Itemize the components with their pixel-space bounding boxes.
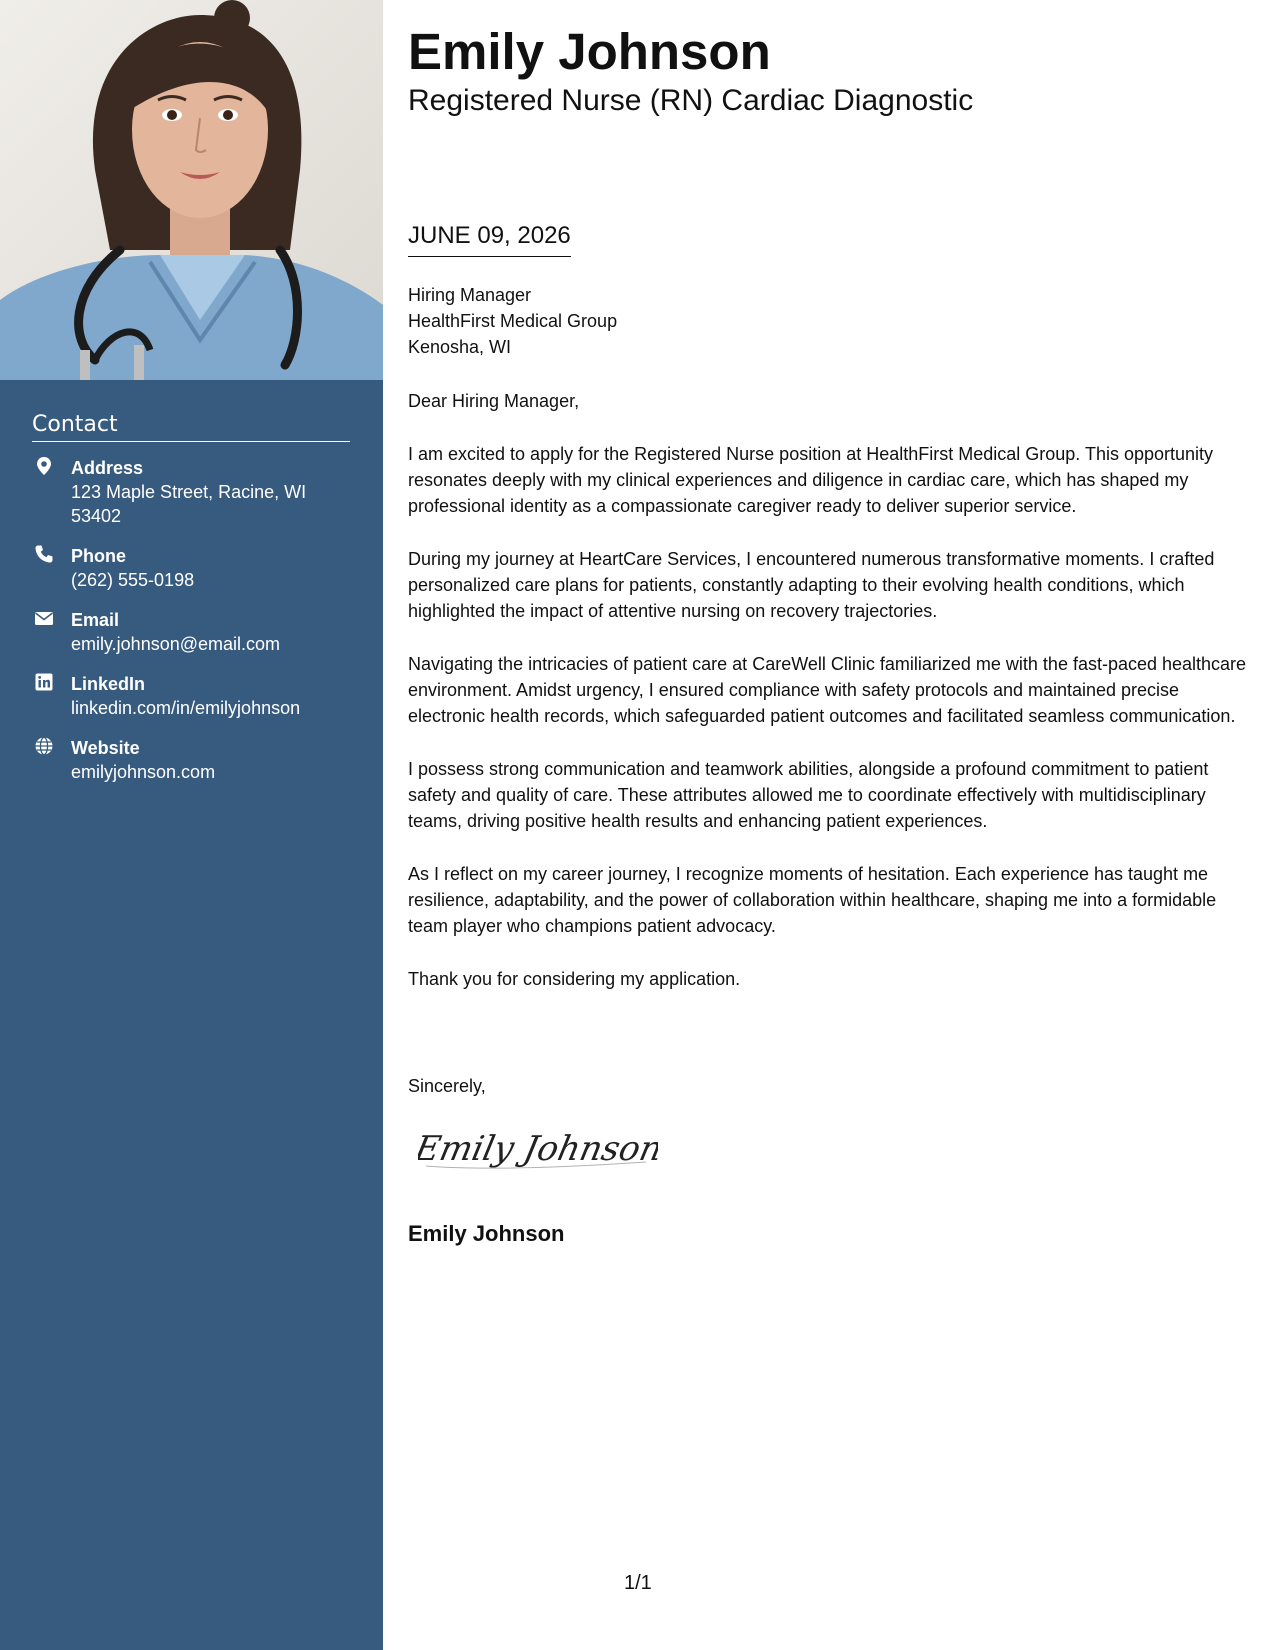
- phone-icon: [34, 544, 54, 564]
- page-number: 1/1: [624, 1572, 652, 1594]
- envelope-icon: [34, 608, 54, 628]
- contact-value: (262) 555-0198: [71, 570, 195, 590]
- contact-heading: Contact: [32, 412, 350, 442]
- signed-name: Emily Johnson: [408, 1221, 565, 1246]
- contact-value: linkedin.com/in/emilyjohnson: [71, 698, 301, 718]
- globe-icon: [34, 736, 54, 756]
- contact-value: emilyjohnson.com: [71, 762, 216, 782]
- handwritten-signature: [418, 1118, 658, 1183]
- contact-linkedin: [32, 672, 350, 720]
- letter-body: [408, 388, 1253, 1019]
- applicant-name: Emily Johnson: [408, 23, 771, 80]
- contact-label: Address: [71, 458, 144, 478]
- contact-label: LinkedIn: [71, 674, 146, 694]
- body-paragraph: Navigating the intricacies of patient care at CareWell Clinic familiarized me with the fast-paced healthcare environment. Amidst urgency, I ensured compliance with safety protocols and maintained precise electronic health records, which safeguarded patient outcomes and facilitated seamless communication.: [408, 654, 1247, 726]
- contact-website: [32, 736, 350, 784]
- recipient-line: Kenosha, WI: [408, 337, 512, 357]
- letter-date: JUNE 09, 2026: [408, 222, 571, 257]
- location-pin-icon: [34, 456, 54, 476]
- contact-section: [32, 412, 350, 800]
- applicant-role: Registered Nurse (RN) Cardiac Diagnostic: [408, 84, 974, 117]
- contact-label: Website: [71, 738, 140, 758]
- body-paragraph: Thank you for considering my application.: [408, 969, 741, 989]
- sidebar: [0, 0, 383, 1650]
- contact-address: [32, 456, 350, 528]
- body-paragraph: As I reflect on my career journey, I recognize moments of hesitation. Each experience has taught me resilience, adaptability, and the power of collaboration within healthcare, shaping me into a formidable team player who champions patient advocacy.: [408, 864, 1217, 936]
- linkedin-icon: [34, 672, 54, 692]
- body-paragraph: I am excited to apply for the Registered Nurse position at HealthFirst Medical Group. This opportunity resonates deeply with my clinical experiences and diligence in cardiac care, which has shaped my professional identity as a compassionate caregiver ready to deliver superior service.: [408, 444, 1214, 516]
- closing: Sincerely,: [408, 1076, 486, 1096]
- contact-value: 123 Maple Street, Racine, WI 53402: [71, 482, 307, 526]
- contact-phone: [32, 544, 350, 592]
- contact-email: [32, 608, 350, 656]
- contact-label: Phone: [71, 546, 127, 566]
- profile-photo: [0, 0, 383, 380]
- body-paragraph: During my journey at HeartCare Services, I encountered numerous transformative moments. I crafted personalized care plans for patients, constantly adapting to their evolving health conditions, which highlighted the impact of attentive nursing on recovery trajectories.: [408, 549, 1215, 621]
- contact-label: Email: [71, 610, 120, 630]
- salutation: Dear Hiring Manager,: [408, 391, 580, 411]
- body-paragraph: I possess strong communication and teamwork abilities, alongside a profound commitment to patient safety and quality of care. These attributes allowed me to coordinate effectively with multidisciplinary teams, driving positive health results and enhancing patient experiences.: [408, 759, 1209, 831]
- recipient-line: HealthFirst Medical Group: [408, 311, 618, 331]
- recipient-block: [408, 282, 617, 360]
- signature-glyphs: Emily Johnson: [418, 1129, 658, 1169]
- recipient-line: Hiring Manager: [408, 285, 532, 305]
- contact-value: emily.johnson@email.com: [71, 634, 281, 654]
